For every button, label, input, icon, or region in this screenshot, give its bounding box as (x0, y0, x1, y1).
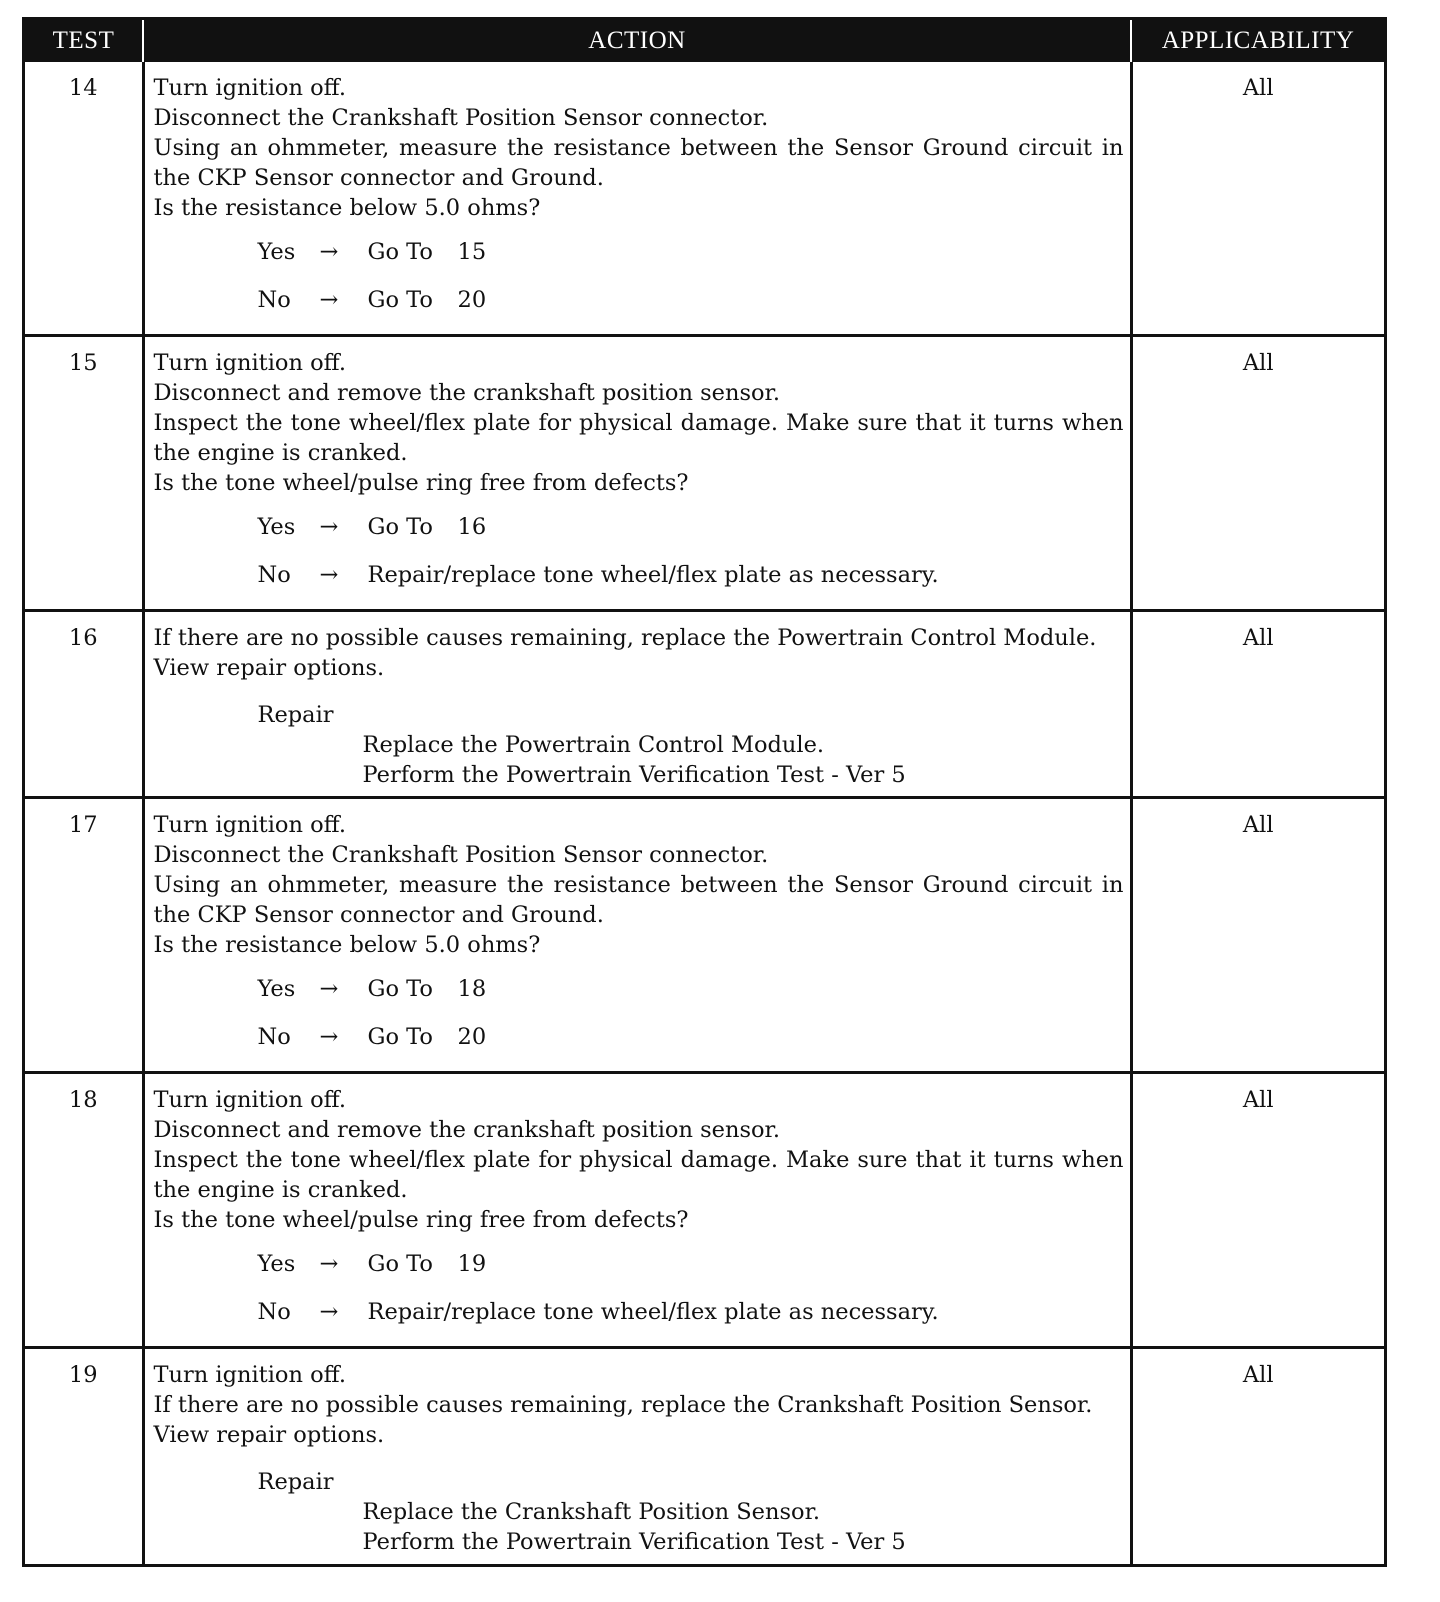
choice-answer: Yes (257, 239, 296, 265)
table-row (25, 1347, 1384, 1564)
goto-step-link[interactable]: 18 (457, 976, 487, 1003)
choice-no (258, 1297, 1124, 1345)
choice-answer: Yes (257, 1250, 296, 1277)
repair-block (154, 1467, 1124, 1557)
header-action: ACTION (143, 20, 1131, 62)
repair-step: Perform the Powertrain Verification Test - Ver 5 (362, 1528, 906, 1555)
action-line: the engine is cranked. (153, 1176, 408, 1203)
goto-step-link[interactable]: 20 (457, 287, 487, 313)
goto-step-link[interactable]: 15 (457, 239, 487, 265)
action-line: Turn ignition off. (153, 349, 346, 376)
repair-block (154, 700, 1124, 790)
arrow-right-icon: → (319, 1298, 339, 1325)
choice-instruction: Repair/replace tone wheel/flex plate as necessary. (367, 561, 939, 588)
choice-answer: No (257, 561, 291, 588)
goto-step-link[interactable]: 19 (457, 1250, 487, 1277)
arrow-right-icon: → (319, 239, 339, 265)
applicability-cell: All (1131, 610, 1384, 798)
test-number: 16 (25, 610, 143, 798)
choice-list (154, 237, 1124, 333)
table-row (25, 1072, 1384, 1347)
arrow-right-icon: → (319, 287, 339, 313)
table-body (25, 62, 1384, 1564)
action-cell (143, 335, 1131, 610)
view-repair-options-link[interactable]: View repair options. (153, 1421, 385, 1448)
action-cell (143, 610, 1131, 798)
choice-instruction: Repair/replace tone wheel/flex plate as necessary. (367, 1298, 939, 1325)
header-test: TEST (25, 20, 143, 62)
applicability-cell: All (1131, 798, 1384, 1073)
action-line: Using an ohmmeter, measure the resistance between the Sensor Ground circuit in (153, 872, 1124, 899)
goto-label: Go To (367, 1024, 433, 1051)
choice-yes (258, 512, 1124, 560)
table-row (25, 335, 1384, 610)
arrow-right-icon: → (319, 1250, 339, 1277)
action-cell (143, 798, 1131, 1073)
action-question: Is the tone wheel/pulse ring free from defects? (153, 469, 689, 496)
test-number: 18 (25, 1072, 143, 1347)
goto-step-link[interactable]: 16 (457, 513, 487, 540)
choice-yes (258, 974, 1124, 1022)
action-line: Disconnect and remove the crankshaft position sensor. (153, 379, 780, 406)
action-line: If there are no possible causes remaining, replace the Crankshaft Position Sensor. (153, 1391, 1093, 1418)
repair-label: Repair (257, 701, 334, 728)
action-line: Using an ohmmeter, measure the resistance between the Sensor Ground circuit in (153, 135, 1124, 161)
choice-answer: Yes (257, 976, 296, 1003)
table-row (25, 798, 1384, 1073)
arrow-right-icon: → (319, 513, 339, 540)
action-line: Turn ignition off. (153, 75, 346, 101)
applicability-cell: All (1131, 335, 1384, 610)
choice-answer: No (257, 1024, 291, 1051)
repair-step: Replace the Crankshaft Position Sensor. (362, 1498, 821, 1525)
action-line: the CKP Sensor connector and Ground. (153, 165, 604, 191)
action-line: Inspect the tone wheel/flex plate for physical damage. Make sure that it turns when (153, 409, 1124, 436)
repair-label: Repair (257, 1468, 334, 1495)
action-question: Is the resistance below 5.0 ohms? (153, 932, 541, 959)
table-header (25, 20, 1384, 62)
test-number: 19 (25, 1347, 143, 1564)
diagnostic-test-table (25, 20, 1384, 1564)
table-row (25, 62, 1384, 335)
action-cell (143, 1072, 1131, 1347)
goto-step-link[interactable]: 20 (457, 1024, 487, 1051)
action-cell (143, 62, 1131, 335)
action-line: Disconnect the Crankshaft Position Sensor connector. (153, 105, 769, 131)
action-line: Turn ignition off. (153, 1086, 346, 1113)
action-line: If there are no possible causes remaining, replace the Powertrain Control Module. (153, 624, 1097, 651)
goto-label: Go To (367, 513, 433, 540)
applicability-cell: All (1131, 1347, 1384, 1564)
header-applicability: APPLICABILITY (1131, 20, 1384, 62)
table-row (25, 610, 1384, 798)
choice-list (154, 512, 1124, 608)
action-line: the engine is cranked. (153, 439, 408, 466)
goto-label: Go To (367, 976, 433, 1003)
arrow-right-icon: → (319, 1024, 339, 1051)
choice-answer: Yes (257, 513, 296, 540)
header-row (25, 20, 1384, 62)
action-line: Turn ignition off. (153, 1361, 346, 1388)
repair-step: Replace the Powertrain Control Module. (362, 731, 825, 758)
action-question: Is the resistance below 5.0 ohms? (153, 195, 541, 221)
choice-list (154, 974, 1124, 1070)
choice-list (154, 1249, 1124, 1345)
test-number: 15 (25, 335, 143, 610)
repair-step: Perform the Powertrain Verification Test - Ver 5 (362, 761, 906, 788)
action-line: the CKP Sensor connector and Ground. (153, 902, 604, 929)
action-cell (143, 1347, 1131, 1564)
choice-no (258, 560, 1124, 608)
test-number: 14 (25, 62, 143, 335)
applicability-cell: All (1131, 1072, 1384, 1347)
diagnostic-table-frame (22, 17, 1387, 1567)
arrow-right-icon: → (319, 561, 339, 588)
choice-answer: No (257, 1298, 291, 1325)
choice-yes (258, 1249, 1124, 1297)
choice-no (258, 1022, 1124, 1070)
arrow-right-icon: → (319, 976, 339, 1003)
applicability-cell: All (1131, 62, 1384, 335)
goto-label: Go To (367, 287, 433, 313)
action-line: Disconnect and remove the crankshaft position sensor. (153, 1116, 780, 1143)
goto-label: Go To (367, 239, 433, 265)
repair-steps (258, 730, 1124, 790)
choice-no (258, 285, 1124, 333)
repair-steps (258, 1497, 1124, 1557)
action-question: Is the tone wheel/pulse ring free from defects? (153, 1206, 689, 1233)
choice-yes (258, 237, 1124, 285)
test-number: 17 (25, 798, 143, 1073)
action-line: Turn ignition off. (153, 812, 346, 839)
action-line: Disconnect the Crankshaft Position Sensor connector. (153, 842, 769, 869)
choice-answer: No (257, 287, 291, 313)
goto-label: Go To (367, 1250, 433, 1277)
view-repair-options-link[interactable]: View repair options. (153, 654, 385, 681)
action-line: Inspect the tone wheel/flex plate for physical damage. Make sure that it turns when (153, 1146, 1124, 1173)
